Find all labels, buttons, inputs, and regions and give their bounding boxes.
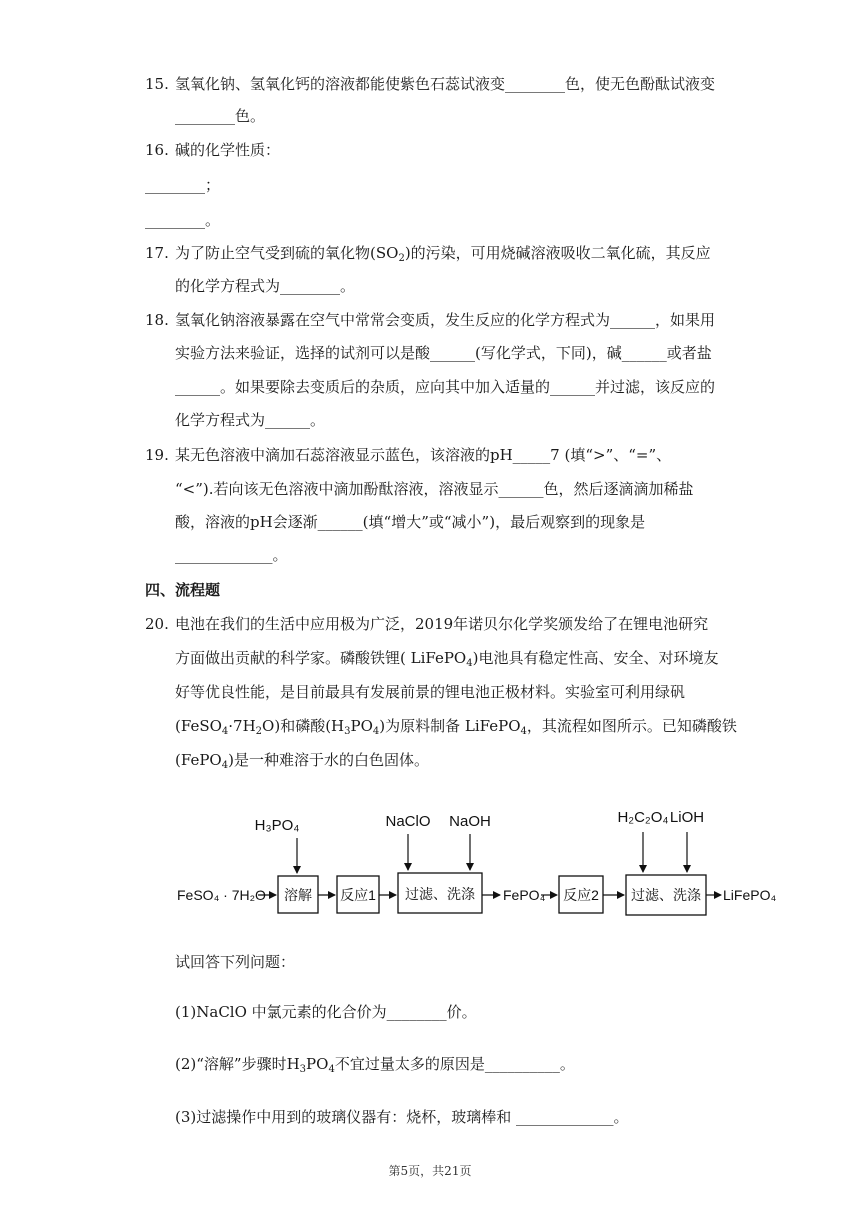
question-number-16: 16. [145, 141, 169, 159]
reagent-h2c2o4: H₂C₂O₄ [617, 809, 669, 826]
q19-text-line-3: 酸，溶液的pH会逐渐______(填“增大”或“减小”)，最后观察到的现象是 [175, 513, 646, 531]
q20-text-line-1: 电池在我们的生活中应用极为广泛，2019年诺贝尔化学奖颁发给了在锂电池研究 [175, 615, 709, 633]
box-reaction-2-label: 反应2 [563, 887, 599, 903]
intermediate-fepo4: FePO₄ [503, 887, 546, 903]
box-dissolve-label: 溶解 [284, 887, 312, 903]
reagent-naoh: NaOH [449, 813, 491, 830]
q20-prompt: 试回答下列问题： [175, 953, 296, 971]
q20-subquestion-1: (1)NaClO 中氯元素的化合价为________价。 [175, 1003, 477, 1021]
box-filter-wash-1-label: 过滤、洗涤 [405, 886, 475, 902]
box-reaction-1-label: 反应1 [340, 887, 376, 903]
reagent-h3po4: H₃PO₄ [254, 817, 300, 834]
section-heading-flowchart: 四、流程题 [145, 581, 221, 599]
q20-text-line-2: 方面做出贡献的科学家。磷酸铁锂( LiFePO$_4$)电池具有稳定性高、安全、对环境友 [175, 649, 719, 669]
q20-text-line-5: (FePO$_4$)是一种难溶于水的白色固体。 [175, 751, 429, 771]
product-lifepo4: LiFePO₄ [723, 887, 777, 903]
question-number-20: 20. [145, 615, 169, 633]
q16-answer-blank-2: ________。 [145, 211, 221, 229]
question-number-17: 17. [145, 244, 169, 262]
q16-answer-blank-1: ________； [145, 176, 221, 194]
start-material: FeSO₄ · 7H₂O [177, 887, 266, 903]
q17-text-line-2: 的化学方程式为________。 [175, 277, 356, 295]
process-flowchart [170, 800, 790, 925]
q19-text-line-1: 某无色溶液中滴加石蕊溶液显示蓝色，该溶液的pH_____7 (填“>”、“=”、 [175, 446, 672, 464]
q18-text-line-3: ______。如果要除去变质后的杂质，应向其中加入适量的______并过滤，该反应的 [175, 378, 716, 396]
page-footer: 第5页，共21页 [388, 1164, 472, 1178]
q20-text-line-4: $(FeSO_4\cdot 7H_2O)$和磷酸$(H_3PO_4)$为原料制备 LiFePO$_4$，其流程如图所示。已知磷酸铁 [175, 717, 737, 737]
q19-text-line-4: _____________。 [175, 546, 288, 564]
q19-text-line-2: “<”).若向该无色溶液中滴加酚酞溶液，溶液显示______色，然后逐滴滴加稀盐 [175, 480, 694, 498]
q15-text-line-1: 氢氧化钠、氢氧化钙的溶液都能使紫色石蕊试液变________色，使无色酚酞试液变 [175, 75, 716, 93]
q18-text-line-1: 氢氧化钠溶液暴露在空气中常常会变质，发生反应的化学方程式为______，如果用 [175, 311, 716, 329]
q18-text-line-4: 化学方程式为______。 [175, 411, 326, 429]
question-number-18: 18. [145, 311, 169, 329]
q20-subquestion-3: (3)过滤操作中用到的玻璃仪器有：烧杯，玻璃棒和 _____________。 [175, 1108, 629, 1126]
box-filter-wash-2-label: 过滤、洗涤 [631, 887, 701, 903]
question-number-19: 19. [145, 446, 169, 464]
q17-text-line-1: 为了防止空气受到硫的氧化物$(SO_2)$的污染，可用烧碱溶液吸收二氧化硫，其反应 [175, 244, 711, 264]
q15-text-line-2: ________色。 [175, 107, 266, 125]
q16-text-line-1: 碱的化学性质： [175, 141, 281, 159]
q18-text-line-2: 实验方法来验证，选择的试剂可以是酸______(写化学式，下同)，碱______或者盐 [175, 344, 712, 362]
question-number-15: 15. [145, 75, 169, 93]
reagent-lioh: LiOH [669, 809, 705, 826]
q20-text-line-3: 好等优良性能，是目前最具有发展前景的锂电池正极材料。实验室可利用绿矾 [175, 683, 686, 701]
q20-subquestion-2: (2)“溶解”步骤时$H_3PO_4$不宜过量太多的原因是__________。 [175, 1055, 575, 1075]
reagent-naclo: NaClO [385, 813, 431, 830]
